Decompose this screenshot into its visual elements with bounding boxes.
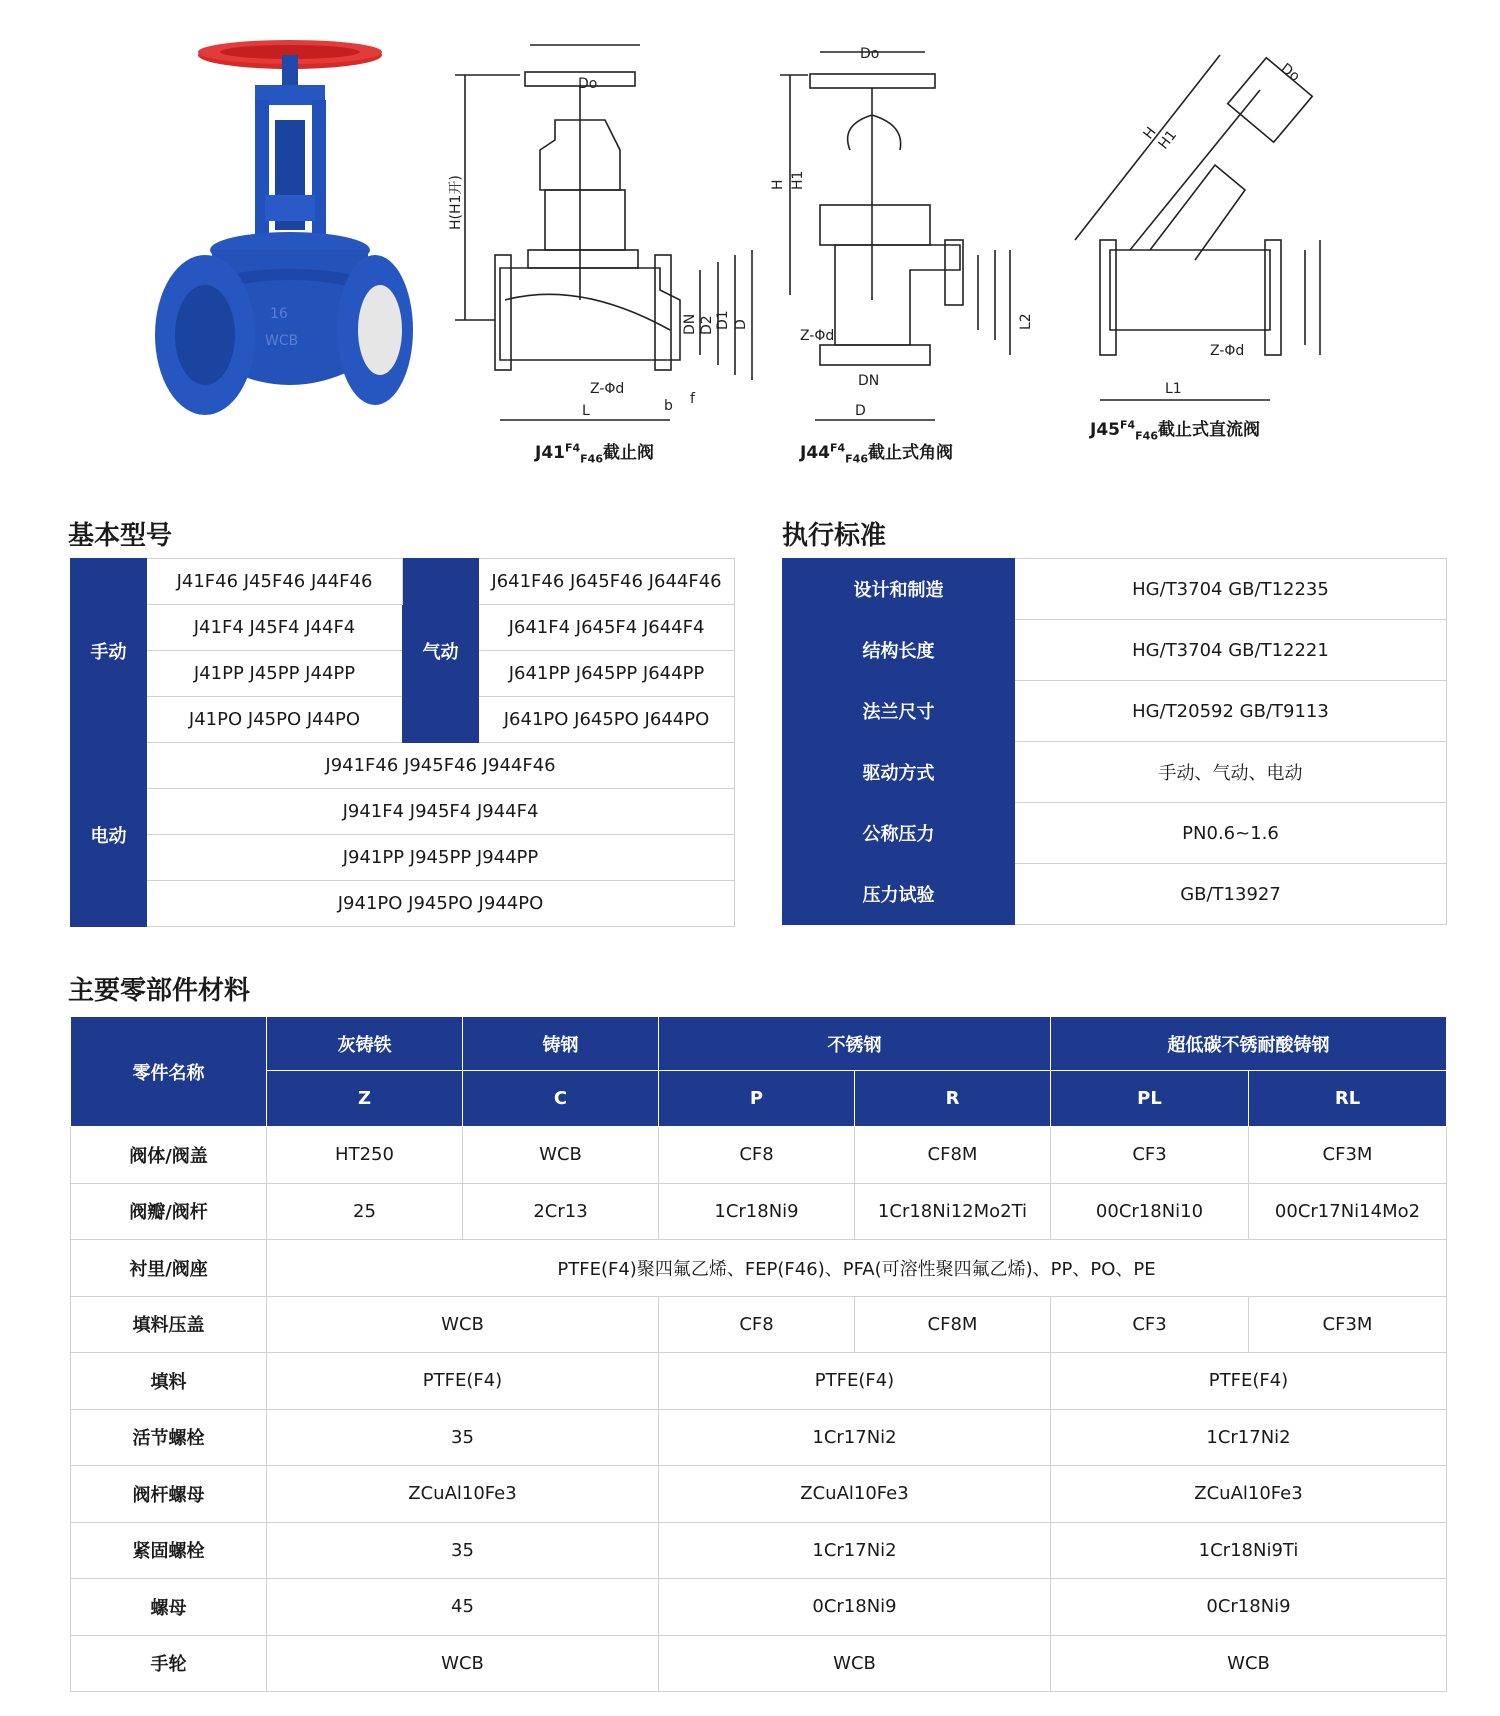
pneumatic-model: J641PP J645PP J644PP xyxy=(479,651,735,697)
material-cell: WCB xyxy=(659,1635,1051,1692)
standard-label: 公称压力 xyxy=(783,803,1015,864)
drawing-label-dn: DN xyxy=(682,313,698,335)
drawing-label-d-2: D xyxy=(855,403,866,419)
table-row xyxy=(71,1240,1447,1297)
table-row xyxy=(71,743,735,789)
code-header: RL xyxy=(1249,1071,1447,1127)
part-name: 活节螺栓 xyxy=(71,1409,267,1466)
material-cell: 1Cr17Ni2 xyxy=(659,1409,1051,1466)
table-row xyxy=(71,1296,1447,1353)
material-cell: ZCuAl10Fe3 xyxy=(659,1466,1051,1523)
pneumatic-model: J641F4 J645F4 J644F4 xyxy=(479,605,735,651)
electric-model: J941PP J945PP J944PP xyxy=(147,835,735,881)
drawing-j41 xyxy=(455,45,752,420)
caption-j44: $J44^{F4}_{F46}$截止式角阀 xyxy=(800,441,953,466)
caption-j45: $J45^{F4}_{F46}$截止式直流阀 xyxy=(1090,418,1260,443)
table-row xyxy=(783,742,1447,803)
table-row xyxy=(783,559,1447,620)
standard-value: GB/T13927 xyxy=(1015,864,1447,925)
basic-models-table xyxy=(70,558,735,927)
material-cell: WCB xyxy=(1051,1635,1447,1692)
table-row xyxy=(71,1183,1447,1240)
material-cell: 35 xyxy=(267,1522,659,1579)
manual-label: 手动 xyxy=(71,559,147,743)
code-header: R xyxy=(855,1071,1051,1127)
table-row xyxy=(71,1409,1447,1466)
material-cell: 0Cr18Ni9 xyxy=(659,1579,1051,1636)
standards-title: 执行标准 xyxy=(782,521,887,551)
part-name: 手轮 xyxy=(71,1635,267,1692)
materials-table xyxy=(70,1016,1447,1692)
table-row xyxy=(71,1127,1447,1184)
svg-text:16: 16 xyxy=(270,306,288,322)
valve-photo xyxy=(155,40,413,415)
drawing-label-d1: D1 xyxy=(715,310,731,330)
drawing-label-d: D xyxy=(733,319,749,330)
material-cell: 0Cr18Ni9 xyxy=(1051,1579,1447,1636)
standard-value: HG/T3704 GB/T12221 xyxy=(1015,620,1447,681)
drawing-label-d2: D2 xyxy=(699,315,715,335)
part-name: 填料压盖 xyxy=(71,1296,267,1353)
drawing-label-h-3: H xyxy=(1140,124,1160,143)
material-cell: 1Cr18Ni9 xyxy=(659,1183,855,1240)
part-name: 螺母 xyxy=(71,1579,267,1636)
table-row xyxy=(71,881,735,927)
drawing-label-h: H xyxy=(770,179,786,190)
standard-label: 压力试验 xyxy=(783,864,1015,925)
material-cell: CF3M xyxy=(1249,1296,1447,1353)
material-cell: CF3 xyxy=(1051,1296,1249,1353)
standard-label: 驱动方式 xyxy=(783,742,1015,803)
part-name: 紧固螺栓 xyxy=(71,1522,267,1579)
table-row xyxy=(783,681,1447,742)
material-cell: ZCuAl10Fe3 xyxy=(267,1466,659,1523)
material-cell: HT250 xyxy=(267,1127,463,1184)
material-cell: PTFE(F4)聚四氟乙烯、FEP(F46)、PFA(可溶性聚四氟乙烯)、PP、PO、PE xyxy=(267,1240,1447,1297)
code-header: Z xyxy=(267,1071,463,1127)
material-cell: CF8M xyxy=(855,1127,1051,1184)
part-name: 阀体/阀盖 xyxy=(71,1127,267,1184)
table-header-row xyxy=(71,1071,1447,1127)
caption-j41: $J41^{F4}_{F46}$截止阀 xyxy=(535,441,654,466)
drawing-label-do: Do xyxy=(578,76,598,92)
standard-label: 结构长度 xyxy=(783,620,1015,681)
standard-value: HG/T3704 GB/T12235 xyxy=(1015,559,1447,620)
group-header: 超低碳不锈耐酸铸钢 xyxy=(1051,1017,1447,1071)
material-cell: CF8 xyxy=(659,1127,855,1184)
material-cell: 45 xyxy=(267,1579,659,1636)
svg-text:WCB: WCB xyxy=(265,333,299,349)
material-cell: 25 xyxy=(267,1183,463,1240)
code-header: PL xyxy=(1051,1071,1249,1127)
standard-value: PN0.6~1.6 xyxy=(1015,803,1447,864)
standard-value: 手动、气动、电动 xyxy=(1015,742,1447,803)
material-cell: 1Cr18Ni9Ti xyxy=(1051,1522,1447,1579)
pneumatic-label: 气动 xyxy=(403,559,479,743)
drawing-j45 xyxy=(1075,55,1320,400)
drawing-label-dn-2: DN xyxy=(858,373,880,389)
standard-label: 设计和制造 xyxy=(783,559,1015,620)
material-cell: CF8M xyxy=(855,1296,1051,1353)
table-row xyxy=(71,835,735,881)
part-name: 衬里/阀座 xyxy=(71,1240,267,1297)
drawing-label-l1: L1 xyxy=(1165,381,1182,397)
drawing-label-zphi: Z-Φd xyxy=(590,381,625,397)
table-row xyxy=(71,1635,1447,1692)
drawing-label-zphi-2: Z-Φd xyxy=(800,328,835,344)
code-header: C xyxy=(463,1071,659,1127)
basic-models-title: 基本型号 xyxy=(68,521,173,551)
part-name: 阀瓣/阀杆 xyxy=(71,1183,267,1240)
electric-model: J941PO J945PO J944PO xyxy=(147,881,735,927)
drawing-label-h1: H1 xyxy=(790,170,806,190)
group-header: 不锈钢 xyxy=(659,1017,1051,1071)
material-cell: CF8 xyxy=(659,1296,855,1353)
drawing-j44 xyxy=(780,52,1010,420)
valve-illustrations xyxy=(0,0,1500,480)
manual-model: J41PP J45PP J44PP xyxy=(147,651,403,697)
electric-model: J941F4 J945F4 J944F4 xyxy=(147,789,735,835)
table-row xyxy=(71,1522,1447,1579)
material-cell: 00Cr18Ni10 xyxy=(1051,1183,1249,1240)
material-cell: WCB xyxy=(267,1296,659,1353)
table-row xyxy=(783,803,1447,864)
drawing-label-h-h1: H(H1开) xyxy=(448,175,464,230)
materials-title: 主要零部件材料 xyxy=(68,976,251,1006)
standards-table xyxy=(782,558,1447,925)
drawing-label-zphi-3: Z-Φd xyxy=(1210,343,1245,359)
material-cell: 35 xyxy=(267,1409,659,1466)
pneumatic-model: J641PO J645PO J644PO xyxy=(479,697,735,743)
pneumatic-model: J641F46 J645F46 J644F46 xyxy=(479,559,735,605)
table-header-row xyxy=(71,1017,1447,1071)
material-cell: PTFE(F4) xyxy=(659,1353,1051,1410)
part-name-header: 零件名称 xyxy=(71,1017,267,1127)
drawing-label-l: L xyxy=(582,403,590,419)
manual-model: J41F4 J45F4 J44F4 xyxy=(147,605,403,651)
material-cell: ZCuAl10Fe3 xyxy=(1051,1466,1447,1523)
manual-model: J41F46 J45F46 J44F46 xyxy=(147,559,403,605)
standard-label: 法兰尺寸 xyxy=(783,681,1015,742)
table-row xyxy=(783,864,1447,925)
drawing-label-b: b xyxy=(664,398,673,414)
table-row xyxy=(71,559,735,605)
material-cell: PTFE(F4) xyxy=(267,1353,659,1410)
material-cell: CF3M xyxy=(1249,1127,1447,1184)
table-row xyxy=(71,1466,1447,1523)
code-header: P xyxy=(659,1071,855,1127)
part-name: 填料 xyxy=(71,1353,267,1410)
part-name: 阀杆螺母 xyxy=(71,1466,267,1523)
drawing-label-f: f xyxy=(690,391,695,407)
table-row xyxy=(71,1579,1447,1636)
table-row xyxy=(71,1353,1447,1410)
material-cell: 1Cr17Ni2 xyxy=(659,1522,1051,1579)
electric-label: 电动 xyxy=(71,743,147,927)
material-cell: WCB xyxy=(267,1635,659,1692)
group-header: 灰铸铁 xyxy=(267,1017,463,1071)
manual-model: J41PO J45PO J44PO xyxy=(147,697,403,743)
drawing-label-l2: L2 xyxy=(1018,313,1034,330)
material-cell: WCB xyxy=(463,1127,659,1184)
drawing-label-do-3: Do xyxy=(1277,60,1303,86)
drawing-label-h1-3: H1 xyxy=(1155,127,1181,153)
material-cell: 2Cr13 xyxy=(463,1183,659,1240)
table-row xyxy=(71,789,735,835)
material-cell: PTFE(F4) xyxy=(1051,1353,1447,1410)
material-cell: CF3 xyxy=(1051,1127,1249,1184)
drawing-label-do-2: Do xyxy=(860,46,880,62)
table-row xyxy=(783,620,1447,681)
material-cell: 00Cr17Ni14Mo2 xyxy=(1249,1183,1447,1240)
group-header: 铸钢 xyxy=(463,1017,659,1071)
electric-model: J941F46 J945F46 J944F46 xyxy=(147,743,735,789)
material-cell: 1Cr17Ni2 xyxy=(1051,1409,1447,1466)
standard-value: HG/T20592 GB/T9113 xyxy=(1015,681,1447,742)
material-cell: 1Cr18Ni12Mo2Ti xyxy=(855,1183,1051,1240)
